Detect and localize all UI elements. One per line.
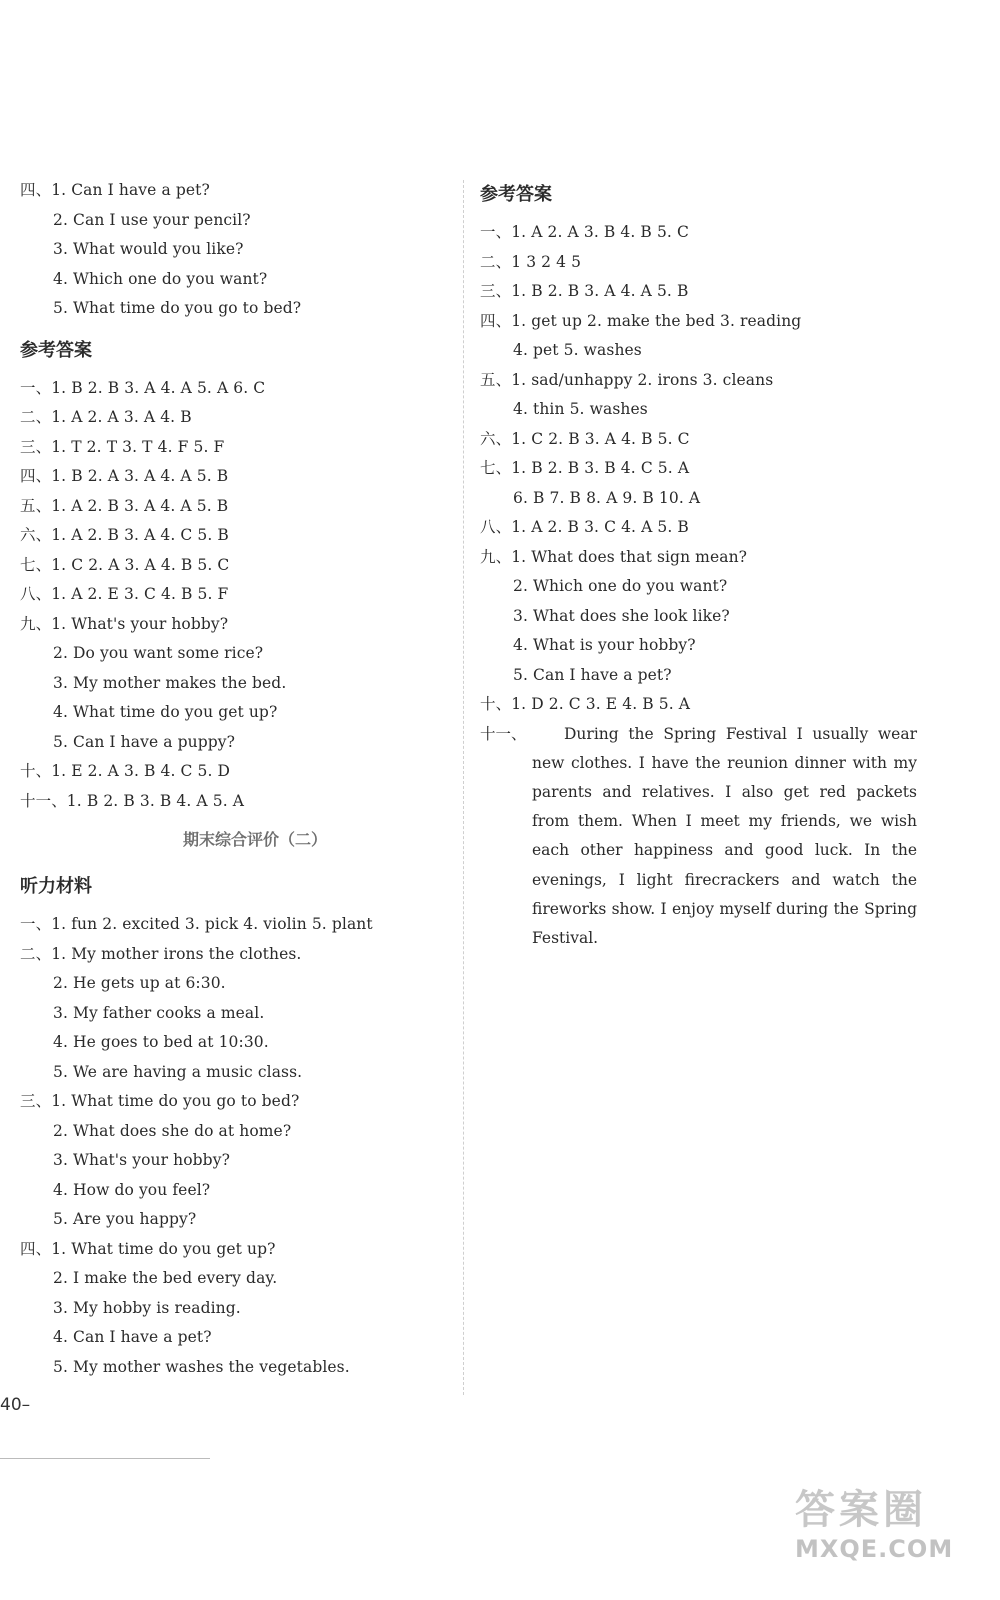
answer-line: 5. Can I have a puppy?: [53, 732, 236, 751]
answer-line: 5. Can I have a pet?: [513, 665, 672, 684]
listening-line: 三、1. What time do you go to bed?: [20, 1092, 300, 1110]
answer-line: 4. thin 5. washes: [513, 400, 648, 418]
listening-material-list: [20, 910, 450, 1382]
answer-line: 2. Which one do you want?: [513, 577, 728, 595]
essay-label: 十一、: [480, 724, 527, 743]
answer-line: 八、1. A 2. B 3. C 4. A 5. B: [480, 518, 689, 536]
bottom-rule: [0, 1458, 210, 1459]
listening-line: 2. I make the bed every day.: [53, 1269, 278, 1287]
answer-line: 六、1. A 2. B 3. A 4. C 5. B: [20, 526, 229, 544]
listening-line: 四、1. What time do you get up?: [20, 1239, 276, 1258]
listening-continued-list: [20, 176, 450, 324]
listening-line: 5. My mother washes the vegetables.: [53, 1357, 350, 1376]
answer-line: 五、1. sad/unhappy 2. irons 3. cleans: [480, 370, 774, 389]
answer-line: 一、1. A 2. A 3. B 4. B 5. C: [480, 223, 689, 241]
answer-line: 二、1. A 2. A 3. A 4. B: [20, 408, 192, 426]
section-title: 期末综合评价（二）: [182, 830, 327, 849]
answer-line: 一、1. B 2. B 3. A 4. A 5. A 6. C: [20, 378, 266, 397]
answer-line: 七、1. C 2. A 3. A 4. B 5. C: [20, 555, 230, 574]
answer-line: 四、1. B 2. A 3. A 4. A 5. B: [20, 467, 229, 485]
listening-line: 5. We are having a music class.: [53, 1062, 303, 1081]
listening-line: 3. My father cooks a meal.: [53, 1003, 265, 1022]
listening-line: 一、1. fun 2. excited 3. pick 4. violin 5. plant: [20, 915, 373, 933]
answer-line: 八、1. A 2. E 3. C 4. B 5. F: [20, 585, 229, 603]
answer-line: 九、1. What does that sign mean?: [480, 547, 748, 566]
answer-line: 十、1. D 2. C 3. E 4. B 5. A: [480, 695, 691, 713]
list-item: 5. What time do you go to bed?: [53, 299, 302, 317]
answers-heading-right: 参考答案: [480, 184, 552, 205]
listening-line: 3. My hobby is reading.: [53, 1298, 241, 1317]
answers-heading-left: 参考答案: [20, 339, 92, 361]
answer-line: 四、1. get up 2. make the bed 3. reading: [480, 311, 802, 330]
answer-line: 4. What time do you get up?: [53, 703, 278, 721]
answer-line: 4. What is your hobby?: [513, 636, 696, 654]
answer-key-list-right: [480, 218, 920, 720]
answer-line: 七、1. B 2. B 3. B 4. C 5. A: [480, 459, 690, 477]
list-item: 2. Can I use your pencil?: [53, 210, 251, 229]
answer-line: 3. What does she look like?: [513, 606, 730, 625]
answer-line: 十一、1. B 2. B 3. B 4. A 5. A: [20, 791, 245, 810]
listening-line: 3. What's your hobby?: [53, 1151, 230, 1169]
answer-line: 十、1. E 2. A 3. B 4. C 5. D: [20, 762, 231, 780]
listening-line: 4. He goes to bed at 10:30.: [53, 1033, 269, 1051]
essay-text: During the Spring Festival I usually wear new clothes. I have the reunion dinner with my parents and relatives. I also get red packets from them. When I meet my friends, we wish each other happiness and good luck. In the evenings, I light firecrackers and watch the fireworks show. I enjoy myself during the Spring Festival.: [532, 724, 917, 947]
listening-line: 2. What does she do at home?: [53, 1121, 292, 1140]
column-divider: [463, 180, 464, 1395]
answer-line: 三、1. B 2. B 3. A 4. A 5. B: [480, 282, 689, 300]
list-item: 3. What would you like?: [53, 240, 244, 258]
answer-line: 三、1. T 2. T 3. T 4. F 5. F: [20, 437, 225, 456]
answer-line: 6. B 7. B 8. A 9. B 10. A: [513, 488, 701, 507]
answer-line: 六、1. C 2. B 3. A 4. B 5. C: [480, 429, 690, 448]
listening-heading: 听力材料: [20, 876, 92, 897]
answer-line: 九、1. What's your hobby?: [20, 614, 229, 633]
essay-answer: [480, 720, 920, 954]
listening-line: 二、1. My mother irons the clothes.: [20, 944, 302, 963]
page-number: 40–: [0, 1395, 31, 1415]
watermark-logo: [795, 1478, 985, 1578]
listening-line: 5. Are you happy?: [53, 1210, 197, 1228]
left-column: [20, 176, 450, 1382]
listening-line: 4. Can I have a pet?: [53, 1328, 212, 1346]
watermark-bottom-text: MXQE.COM: [795, 1535, 954, 1563]
answer-key-list-left: [20, 374, 450, 817]
listening-line: 4. How do you feel?: [53, 1180, 211, 1199]
answer-line: 4. pet 5. washes: [513, 341, 642, 359]
listening-line: 2. He gets up at 6:30.: [53, 974, 226, 992]
answer-line: 2. Do you want some rice?: [53, 644, 264, 662]
answer-line: 3. My mother makes the bed.: [53, 673, 287, 692]
list-item: 4. Which one do you want?: [53, 269, 268, 288]
answer-line: 二、1 3 2 4 5: [480, 252, 582, 271]
list-item: 四、1. Can I have a pet?: [20, 181, 210, 199]
answer-line: 五、1. A 2. B 3. A 4. A 5. B: [20, 496, 229, 515]
watermark-top-text: 答案圈: [795, 1487, 927, 1533]
right-column: [480, 176, 920, 953]
